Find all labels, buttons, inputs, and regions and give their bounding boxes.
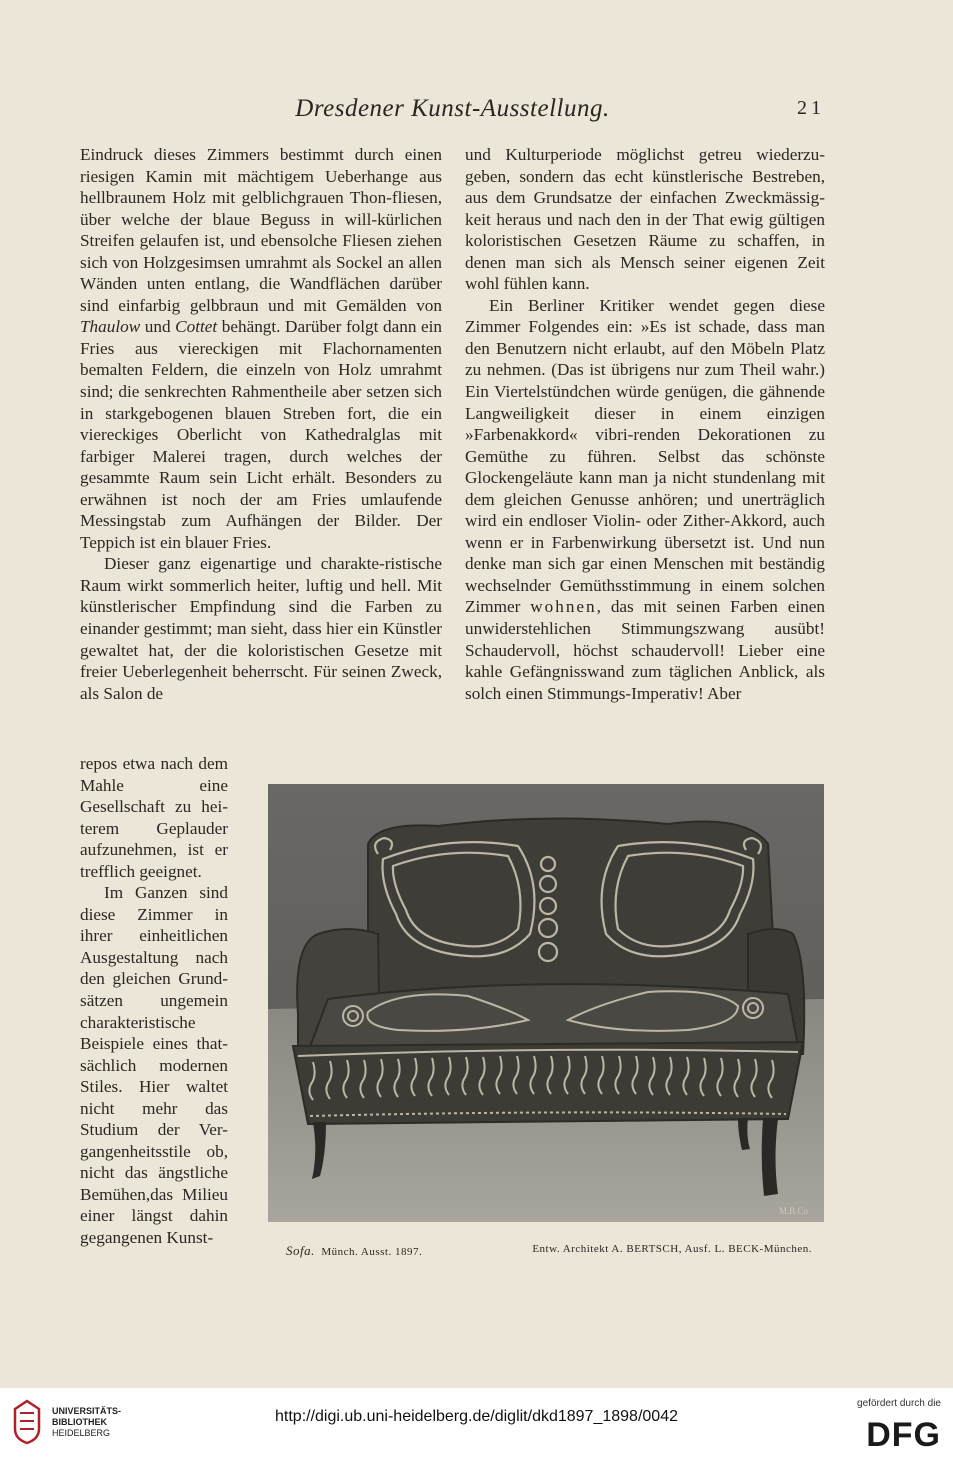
institution-name: UNIVERSITÄTS- BIBLIOTHEK HEIDELBERG — [52, 1406, 122, 1438]
funding-notice: gefördert durch die DFG — [831, 1398, 941, 1453]
permalink-url[interactable]: http://digi.ub.uni-heidelberg.de/diglit/dkd1897_1898/0042 — [275, 1408, 678, 1425]
artist-name: Cottet — [175, 317, 218, 337]
page-number: 21 — [797, 97, 825, 119]
caption-title: Sofa. — [286, 1243, 315, 1258]
narrow-text-column — [80, 753, 228, 1249]
right-text-column — [465, 144, 825, 704]
running-title: Dresdener Kunst-Ausstellung. — [295, 95, 610, 122]
paragraph: Eindruck dieses Zimmers bestimmt durch einen riesigen Kamin mit mächtigem Ueberhange aus hellbraunem Holz mit gelblichgrauen Thon-fliesen, über welche der blaue Beguss in will-kürlichen Streifen gelaufen ist, und ebensolche Fliesen ziehen sich von Holzgesimsen umrahmt als Sockel an allen Wänden unten entlang, die Wandflächen darüber sind einfarbig gelbbraun und mit Gemälden von Thaulow und Cottet behängt. Darüber folgt dann ein Fries aus viereckigen mit Flachornamenten bemalten Feldern, die einzeln von Holz umrahmt sind; die senkrechten Rahmentheile aber setzen sich in starkgebogenen blauen Streben fort, die ein viereckiges Oberlicht von Kathedralglas mit farbiger Malerei tragen, durch welches der gesammte Raum sein Licht erhält. Besonders zu erwähnen ist noch der am Fries umlaufende Messingstab zum Aufhängen der Bilder. Der Teppich ist ein blauer Fries. — [80, 145, 442, 552]
artist-name: Thaulow — [80, 317, 141, 337]
photo-monogram: M.B.Co — [778, 1206, 808, 1216]
sofa-illustration — [268, 784, 824, 1222]
paragraph: Im Ganzen sind diese Zimmer in ihrer einheitlichen Ausgestaltung nach den gleichen Grund-sätzen ungemein charakteristische Beispiele eines that-sächlich modernen Stiles. Hier waltet nicht mehr das Studium der Ver-gangenheitsstile ob, nicht das ängstliche Bemühen,das Milieu einer längst dahin gegangenen Kunst- — [80, 883, 228, 1248]
paragraph: und Kulturperiode möglichst getreu wiederzu-geben, sondern das echt künstlerische Bestreben, aus dem Grundsatze der einfachen Zweckmässig-keit heraus und nach den in der That ewig gültigen koloristischen Gesetzen Räume zu schaffen, in denen man sich als Mensch seiner eigenen Zeit wohl fühlen kann. — [465, 145, 825, 294]
paragraph: Ein Berliner Kritiker wendet gegen diese Zimmer Folgendes ein: »Es ist schade, dass man den Benutzern nicht erlaubt, auf den Möbeln Platz zu nehmen. (Das ist übrigens nur zum Theil wahr.) Ein Viertelstündchen würde genügen, die gähnende Langweiligkeit dieser in einem einzigen »Farbenakkord« vibri-renden Dekorationen zu Gemüthe zu führen. Selbst das schönste Glockengeläute kann man ja nicht stundenlang mit dem gleichen Genusse anhören; und unerträglich wird ein endloser Violin- oder Zither-Akkord, auch wenn er in Farbenwirkung übersetzt ist. Und nun denke man sich gar einen Menschen mit beständig wechselnder Gemüthsstimmung in einem solchen Zimmer wohnen, das mit seinen Farben einen unwiderstehlichen Stimmungszwang ausübt! Schaudervoll, höchst schaudervoll! Lieber eine kahle Gefängnisswand zum täglichen Anblick, als solch einen Stimmungs-Imperativ! Aber — [465, 295, 825, 703]
emphasized-word: wohnen — [530, 597, 597, 617]
dfg-logo: DFG — [866, 1416, 941, 1454]
paragraph: Dieser ganz eigenartige und charakte-ristische Raum wirkt sommerlich heiter, luftig und hell. Mit künstlerischer Empfindung sind die Farben zu einander gestimmt; man sieht, dass hier ein Künstler gewaltet hat, der die koloristischen Gesetze mit freier Ueberlegenheit beherrscht. Für seinen Zweck, als Salon de — [80, 554, 442, 703]
left-text-column — [80, 144, 442, 704]
figure-caption — [268, 1243, 824, 1261]
caption-credit: Entw. Architekt A. BERTSCH, Ausf. L. BECK-München. — [532, 1243, 812, 1255]
sofa-photograph — [268, 784, 824, 1222]
page-header — [80, 95, 825, 129]
paragraph: repos etwa nach dem Mahle eine Gesellschaft zu hei-terem Geplauder aufzunehmen, ist er trefflich geeignet. — [80, 754, 228, 881]
caption-exhibition: Münch. Ausst. 1897. — [321, 1246, 423, 1258]
